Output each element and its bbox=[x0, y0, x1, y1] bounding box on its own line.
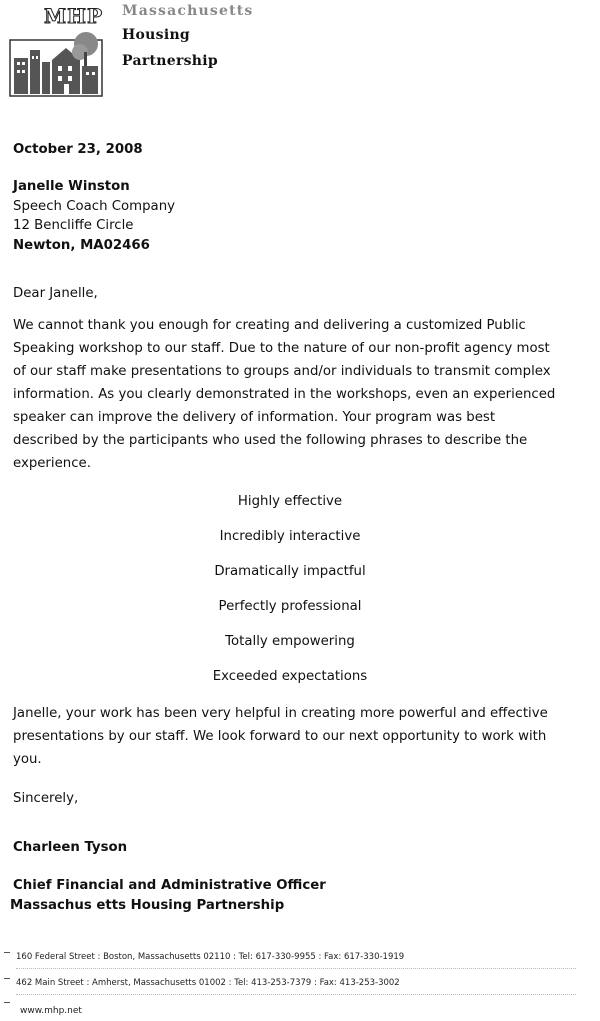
letter-date: October 23, 2008 bbox=[13, 142, 143, 157]
phrase-item: Totally empowering bbox=[225, 634, 355, 649]
body-paragraph-1 bbox=[13, 314, 573, 475]
recipient-company: Speech Coach Company bbox=[13, 199, 175, 214]
paragraph-line: speaker can improve the delivery of information. Your program was best bbox=[13, 410, 496, 425]
footer-address-boston: 160 Federal Street : Boston, Massachusetts 02110 : Tel: 617-330-9955 : Fax: 617-330-1919 bbox=[16, 952, 405, 962]
logo-text: MHP bbox=[44, 4, 104, 28]
phrase-item: Exceeded expectations bbox=[212, 669, 368, 684]
paragraph-line: described by the participants who used the following phrases to describe the bbox=[13, 433, 528, 448]
margin-tick bbox=[4, 952, 10, 953]
salutation: Dear Janelle, bbox=[13, 286, 98, 301]
paragraph-line: Speaking workshop to our staff. Due to the nature of our non-profit agency most bbox=[13, 341, 550, 356]
footer-divider bbox=[16, 994, 576, 995]
paragraph-line: We cannot thank you enough for creating and delivering a customized Public bbox=[13, 318, 526, 333]
phrase-item: Dramatically impactful bbox=[214, 564, 366, 579]
paragraph-line: presentations by our staff. We look forward to our next opportunity to work with bbox=[13, 729, 547, 744]
org-line-2: Housing bbox=[122, 27, 191, 43]
margin-tick bbox=[4, 1002, 10, 1003]
paragraph-line: experience. bbox=[13, 456, 91, 471]
recipient-street: 12 Bencliffe Circle bbox=[13, 218, 134, 233]
footer-divider bbox=[16, 968, 576, 969]
signer-organization: Massachus etts Housing Partnership bbox=[10, 898, 285, 913]
closing: Sincerely, bbox=[13, 791, 79, 806]
recipient-name: Janelle Winston bbox=[13, 179, 130, 194]
signer-title: Chief Financial and Administrative Officer bbox=[13, 878, 326, 893]
phrase-item: Incredibly interactive bbox=[219, 529, 361, 544]
recipient-city: Newton, MA02466 bbox=[13, 238, 150, 253]
phrase-item: Highly effective bbox=[237, 494, 343, 509]
footer-address-amherst: 462 Main Street : Amherst, Massachusetts 01002 : Tel: 413-253-7379 : Fax: 413-253-3002 bbox=[16, 978, 400, 988]
phrase-item: Perfectly professional bbox=[218, 599, 362, 614]
org-line-1: Massachusetts bbox=[122, 3, 254, 19]
paragraph-line: you. bbox=[13, 752, 42, 767]
signer-name: Charleen Tyson bbox=[13, 840, 128, 855]
paragraph-line: information. As you clearly demonstrated in the workshops, even an experienced bbox=[13, 387, 556, 402]
footer-website: www.mhp.net bbox=[20, 1006, 82, 1016]
letterhead bbox=[8, 0, 308, 100]
organization-name bbox=[122, 0, 254, 74]
body-paragraph-2 bbox=[13, 702, 573, 771]
paragraph-line: of our staff make presentations to groups and/or individuals to transmit complex bbox=[13, 364, 551, 379]
paragraph-line: Janelle, your work has been very helpful in creating more powerful and effective bbox=[13, 706, 548, 721]
margin-tick bbox=[4, 978, 10, 979]
org-line-3: Partnership bbox=[122, 53, 218, 69]
